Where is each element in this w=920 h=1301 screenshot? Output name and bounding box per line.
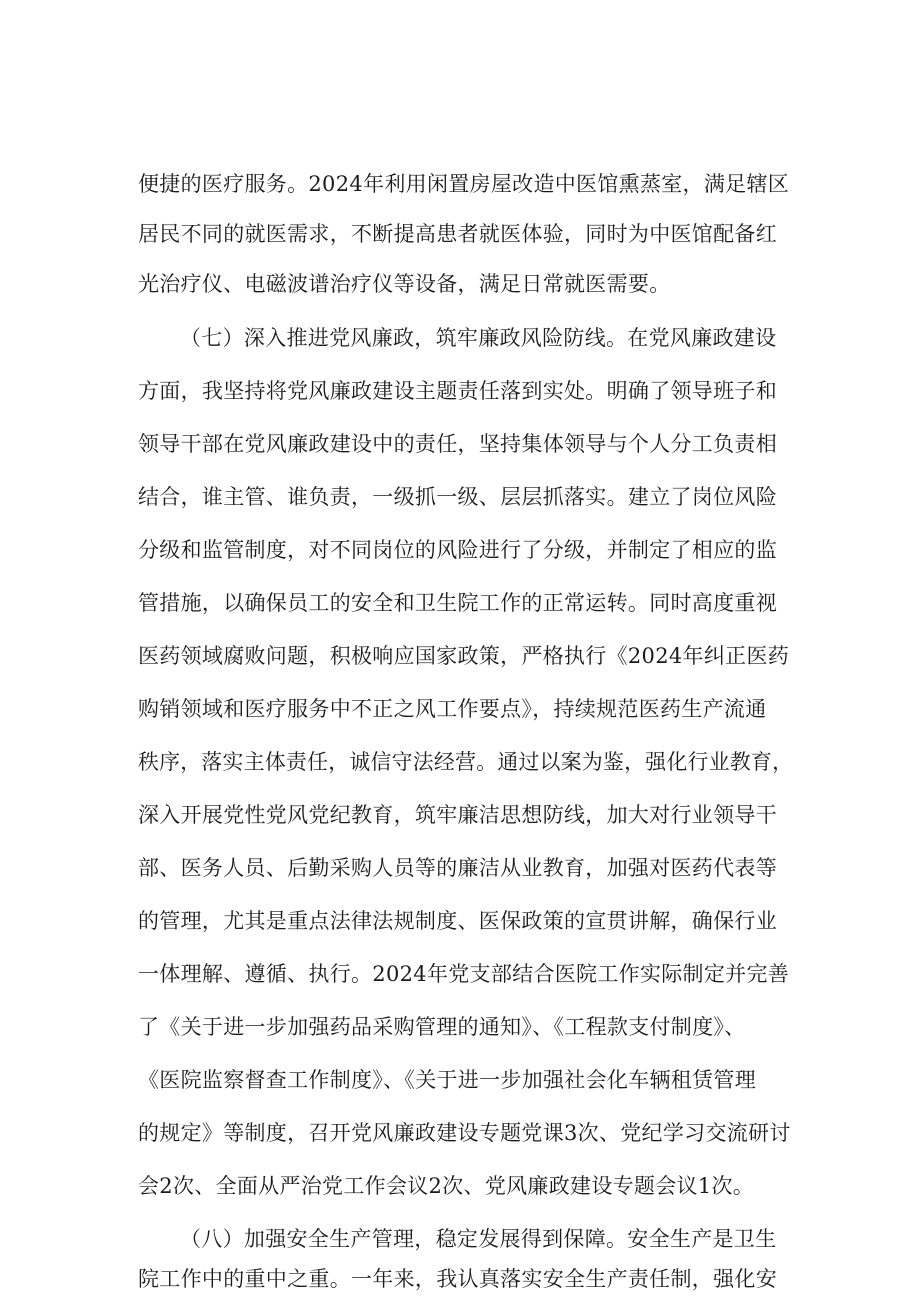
paragraph-2-line-16: 的规定》等制度，召开党风廉政建设专题党课3次、党纪学习交流研讨 [138,1121,791,1145]
paragraph-2-line-3: 领导干部在党风廉政建设中的责任，坚持集体领导与个人分工负责相 [138,432,777,456]
paragraph-1-line-3: 光治疗仪、电磁波谱治疗仪等设备，满足日常就医需要。 [138,272,671,296]
paragraph-2-line-12: 的管理，尤其是重点法律法规制度、医保政策的宣贯讲解，确保行业 [138,909,777,933]
paragraph-2-line-7: 医药领域腐败问题，积极响应国家政策，严格执行《2024年纠正医药 [138,644,790,668]
paragraph-1-line-1: 便捷的医疗服务。2024年利用闲置房屋改造中医馆熏蒸室，满足辖区 [138,172,790,196]
paragraph-2-line-2: 方面，我坚持将党风廉政建设主题责任落到实处。明确了领导班子和 [138,379,777,403]
paragraph-1-line-2: 居民不同的就医需求，不断提高患者就医体验，同时为中医馆配备红 [138,222,777,246]
paragraph-2-line-13: 一体理解、遵循、执行。2024年党支部结合医院工作实际制定并完善 [138,962,790,986]
paragraph-2-line-14: 了《关于进一步加强药品采购管理的通知》、《工程款支付制度》、 [138,1015,746,1039]
paragraph-3-line-1: （八）加强安全生产管理，稳定发展得到保障。安全生产是卫生 [180,1227,777,1251]
paragraph-2-line-17: 会2次、全面从严治党工作会议2次、党风廉政建设专题会议1次。 [138,1174,755,1198]
paragraph-2-line-11: 部、医务人员、后勤采购人员等的廉洁从业教育，加强对医药代表等 [138,856,777,880]
paragraph-2-line-4: 结合，谁主管、谁负责，一级抓一级、层层抓落实。建立了岗位风险 [138,485,777,509]
paragraph-3-line-2: 院工作中的重中之重。一年来，我认真落实安全生产责任制，强化安 [138,1267,777,1291]
paragraph-2-line-6: 管措施，以确保员工的安全和卫生院工作的正常运转。同时高度重视 [138,591,777,615]
paragraph-2-line-8: 购销领域和医疗服务中不正之风工作要点》，持续规范医药生产流通 [138,697,767,721]
paragraph-2-line-9: 秩序，落实主体责任，诚信守法经营。通过以案为鉴，强化行业教育， [138,750,794,774]
paragraph-2-line-5: 分级和监管制度，对不同岗位的风险进行了分级，并制定了相应的监 [138,538,777,562]
paragraph-2-line-1: （七）深入推进党风廉政，筑牢廉政风险防线。在党风廉政建设 [180,326,777,350]
paragraph-2-line-15: 《医院监察督查工作制度》、《关于进一步加强社会化车辆租赁管理 [138,1068,756,1092]
paragraph-2-line-10: 深入开展党性党风党纪教育，筑牢廉洁思想防线，加大对行业领导干 [138,803,777,827]
